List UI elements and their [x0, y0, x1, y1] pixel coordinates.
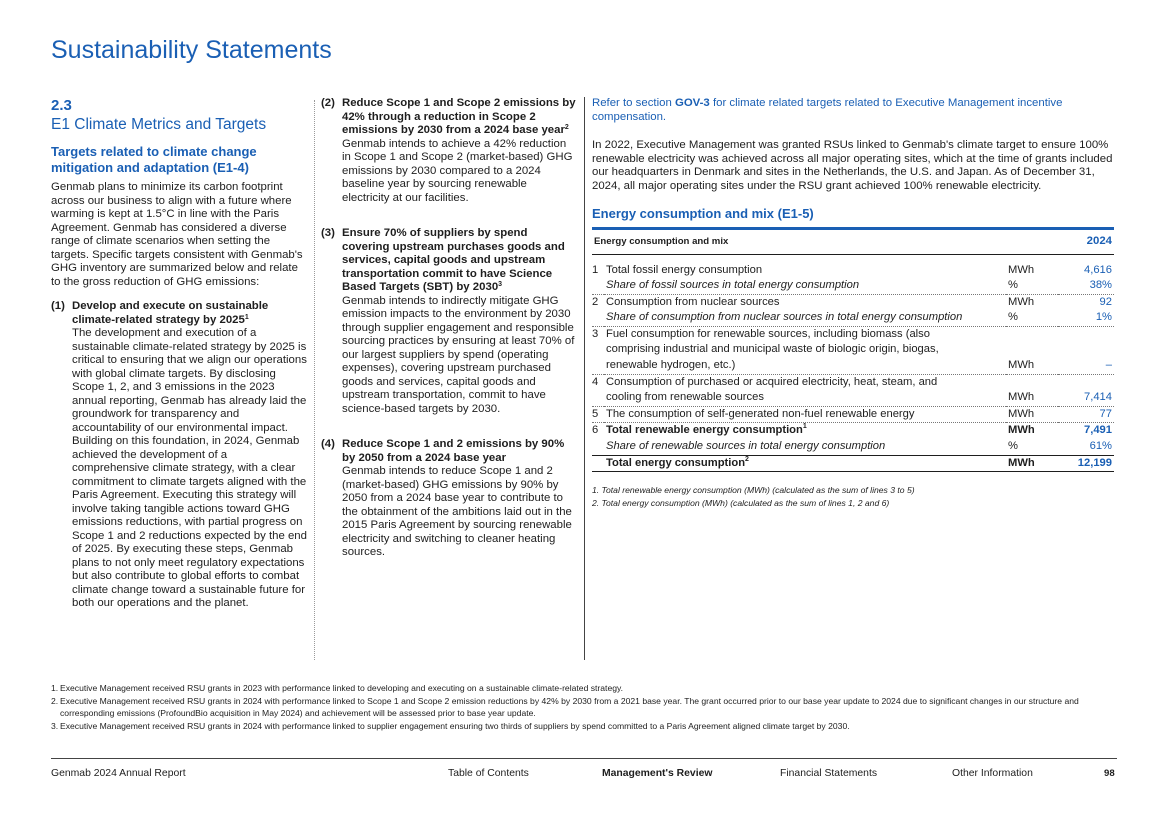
table-row: 2 Consumption from nuclear sources MWh 92 — [592, 295, 1112, 308]
refer-paragraph: Refer to section GOV-3 for climate related targets related to Executive Management incentive compensation. — [592, 97, 1063, 123]
table-row: cooling from renewable sources MWh 7,414 — [592, 390, 1114, 406]
table-row: Share of fossil sources in total energy consumption % 38% — [592, 278, 1114, 294]
table-header-row — [592, 228, 1114, 254]
rsu-paragraph: In 2022, Executive Management was granted RSUs linked to Genmab's climate target to ensure 100% renewable electricity was achieved across all major operating sites, which at the time of grants included our headquarters in Denmark and sites in the Netherlands, the U.S. and Japan. As of December 31, 2024, all major operating sites under the RSU grant achieved 100% renewable electricity. — [592, 139, 1113, 192]
item-number: (4) — [321, 438, 335, 450]
table-row: comprising industrial and municipal waste of biologic origin, biogas, — [606, 343, 939, 356]
column-divider — [314, 100, 315, 660]
target-item — [321, 97, 577, 205]
footnote: 2. Executive Management received RSU grants in 2024 with performance linked to Scope 1 and Scope 2 emission reductions by 42% by 2030 from a 2021 base year. The grant occurred prior to our base year update to 2024 due to significant changes in our structure and corresponding emissions (ProfoundBio acquisition in May 2024) and achievement will be assessed prior to base year update. — [51, 695, 1079, 718]
item-number: (3) — [321, 227, 335, 239]
table-row: Share of renewable sources in total energy consumption % 61% — [606, 440, 1112, 453]
footnote-ref[interactable]: 1 — [244, 313, 249, 321]
item-text: Genmab intends to reduce Scope 1 and 2 (market-based) GHG emissions by 90% by 2050 from a 2024 base year to contribute to the obtainment of the ambitions laid out in the 2015 Paris Agreement by sourcing renewable electricity and switching to cleaner heating sources. — [342, 465, 572, 558]
subheading: Targets related to climate change mitigation and adaptation (E1-4) — [51, 144, 257, 175]
table-row: 4 Consumption of purchased or acquired electricity, heat, steam, and — [592, 375, 938, 388]
column-left — [51, 97, 307, 621]
table-row: 6 Total renewable energy consumption$^1$ MWh 7,491 — [592, 423, 1112, 437]
column-right — [592, 97, 1117, 510]
column-divider — [584, 97, 585, 660]
target-item — [51, 300, 307, 611]
item-heading: Ensure 70% of suppliers by spend covering upstream purchases goods and services, capital goods and upstream transportation commit to have Science Based Targets (SBT) by 2030$^3$ — [342, 227, 565, 293]
footer-link-financial-statements[interactable]: Financial Statements — [780, 768, 878, 779]
table-row: 1 Total fossil energy consumption MWh 4,616 — [592, 263, 1112, 276]
item-text: Genmab intends to indirectly mitigate GHG emission impacts to the environment by 2030 through supplier engagement and responsible sourcing practices by ensuring at least 70% of our largest suppliers by spend (operating expenses), covering upstream purchased goods and services, capital goods and upstream transportation, commit to have science-based targets by 2030. — [342, 294, 575, 415]
footnote-ref[interactable]: 1 — [802, 423, 807, 431]
footnote: 3. Executive Management received RSU grants in 2024 with performance linked to supplier engagement ensuring two thirds of suppliers by spend committed to a Paris Agreement aligned climate target by 2030. — [51, 720, 850, 731]
page-title: Sustainability Statements — [51, 36, 332, 64]
footer-divider — [51, 758, 1117, 759]
section-title: E1 Climate Metrics and Targets — [51, 116, 267, 133]
item-heading: Reduce Scope 1 and 2 emissions by 90% by 2050 from a 2024 base year — [342, 438, 565, 464]
target-item — [321, 438, 577, 560]
gov3-link[interactable]: GOV-3 — [674, 97, 710, 109]
table-header-year: 2024 — [1058, 228, 1114, 254]
page-number: 98 — [1104, 768, 1115, 779]
footnote-ref[interactable]: 3 — [498, 281, 503, 288]
table-row: renewable hydrogen, etc.) MWh – — [592, 358, 1114, 374]
footnote-ref[interactable]: 2 — [745, 455, 749, 463]
item-heading: Reduce Scope 1 and Scope 2 emissions by 42% through a reduction in Scope 2 emissions by 2030 from a 2024 base year$^2$ — [342, 97, 576, 136]
energy-table — [592, 227, 1114, 473]
footer-link-table-of-contents[interactable]: Table of Contents — [448, 768, 529, 779]
intro-paragraph: Genmab plans to minimize its carbon footprint across our business to align with a future where warming is kept at 1.5°C in line with the Paris Agreement. Genmab has considered a diverse range of climate scenarios when setting the targets. Specific targets consistent with Genmab's GHG inventory are summarized below and relate to the gross reduction of GHG emissions: — [51, 181, 303, 288]
table-title: Energy consumption and mix (E1-5) — [592, 206, 814, 221]
table-row: 5 The consumption of self-generated non-fuel renewable energy MWh 77 — [592, 406, 1114, 423]
item-heading: Develop and execute on sustainable climate-related strategy by 2025$^1$ — [72, 300, 269, 326]
table-header-label: Energy consumption and mix — [592, 228, 1058, 254]
footer-link-other-information[interactable]: Other Information — [952, 768, 1033, 779]
item-text: The development and execution of a sustainable climate-related strategy by 2025 is critical to ensuring that we align our operations with global climate targets. By disclosing Scope 1, 2, and 3 emissions in the 2023 annual reporting, Genmab has already laid the groundwork for transparency and accountability of our environmental impact. Building on this foundation, in 2024, Genmab achieved the development of a comprehensive climate strategy, with a clear commitment to climate targets aligned with the Paris Agreement. Executing this strategy will involve taking tangible actions toward GHG emissions reductions, with partial progress on Scope 1 and 2 reductions expected by the end of 2025. By executing these steps, Genmab plans to not only meet regulatory expectations but also contribute to global efforts to combat climate change toward a sustainable future for both our operations and the planet. — [72, 327, 307, 609]
footnote: 1. Executive Management received RSU grants in 2023 with performance linked to developing and executing on a sustainable climate-related strategy. — [51, 683, 624, 693]
footnote-ref[interactable]: 2 — [564, 124, 569, 131]
table-row: 3 Fuel consumption for renewable sources, including biomass (also — [592, 327, 930, 340]
target-item — [321, 227, 577, 416]
item-number: (2) — [321, 97, 335, 109]
table-footnotes: 1. Total renewable energy consumption (MWh) (calculated as the sum of lines 3 to 5) 2. Total energy consumption (MWh) (calculated as the sum of lines 1, 2 and 6) — [592, 485, 915, 509]
item-number: (1) — [51, 300, 65, 312]
footer-report-title: Genmab 2024 Annual Report — [51, 768, 186, 779]
table-row: Share of consumption from nuclear sources in total energy consumption % 1% — [592, 310, 1114, 326]
item-text: Genmab intends to achieve a 42% reduction in Scope 1 and Scope 2 (market-based) GHG emissions by 2030 compared to a 2024 baseline year by sourcing renewable electricity at our facilities. — [342, 137, 573, 204]
table-total-row: Total energy consumption$^2$ MWh 12,199 — [592, 455, 1114, 472]
column-middle — [321, 97, 577, 570]
page-footnotes — [51, 682, 1111, 732]
footer-link-managements-review[interactable]: Management's Review — [602, 768, 713, 779]
section-number: 2.3 — [51, 97, 72, 114]
